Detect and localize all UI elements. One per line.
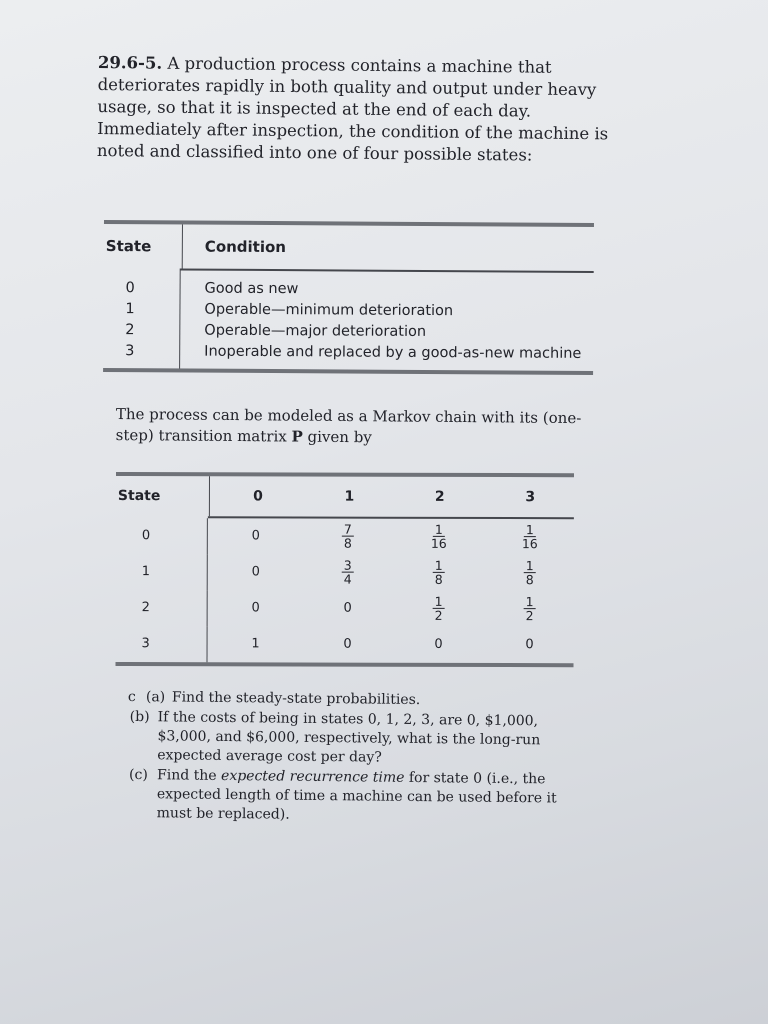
fraction-numerator: 1 <box>525 522 534 538</box>
matrix-row-state: 3 <box>116 625 208 661</box>
matrix-cell: 0 <box>251 564 260 580</box>
matrix-header-state: State <box>116 476 210 516</box>
table-row-state: 2 <box>125 321 135 338</box>
fraction <box>342 559 354 586</box>
matrix-row-state: 1 <box>116 553 208 589</box>
fraction-numerator: 1 <box>434 521 443 537</box>
problem-text: A production process contains a machine that deteriorates rapidly in both quality and output under heavy usage, so that it is inspected at the end of each day. Immediately after inspection, the condition of the machine is noted and classified into one of four possible states: <box>96 53 609 165</box>
matrix-cell <box>392 595 486 622</box>
table-row-state: 1 <box>125 300 135 317</box>
matrix-row-state: 0 <box>116 517 208 553</box>
problem-number: 29.6-5. <box>97 52 163 73</box>
fraction-numerator: 1 <box>434 593 443 609</box>
question-label: (a) <box>145 689 166 706</box>
table-row-condition: Good as new <box>204 280 299 297</box>
fraction-denominator: 4 <box>343 571 352 587</box>
matrix-header-col-2: 2 <box>434 488 445 505</box>
matrix-cell: 0 <box>343 600 352 616</box>
fraction <box>342 523 354 550</box>
matrix-cell: 0 <box>434 636 443 652</box>
fraction <box>433 595 445 622</box>
matrix-cell <box>392 559 486 586</box>
question-c <box>129 766 580 828</box>
matrix-cell <box>486 595 574 622</box>
matrix-header <box>116 476 574 517</box>
table-row <box>116 553 574 590</box>
header-condition: Condition <box>204 237 287 257</box>
state-column <box>103 269 181 367</box>
matrix-symbol: P <box>291 427 303 446</box>
matrix-row-state: 2 <box>116 589 208 625</box>
matrix-header-col-1: 1 <box>344 488 355 505</box>
intro-text-end: given by <box>302 427 372 447</box>
problem-statement <box>97 52 618 167</box>
table-row-condition: Operable—minimum deterioration <box>204 301 454 319</box>
table-row-condition: Operable—major deterioration <box>204 322 427 340</box>
condition-table-body <box>103 269 594 370</box>
question-b <box>129 708 580 770</box>
matrix-cell <box>486 559 574 586</box>
question-text-start: Find the <box>157 767 222 784</box>
matrix-cell: 0 <box>525 637 534 653</box>
question-text <box>157 766 580 827</box>
header-state: State <box>104 224 183 268</box>
matrix-cell: 0 <box>343 636 352 652</box>
table-row <box>116 517 574 554</box>
condition-column <box>180 270 582 370</box>
matrix-cell: 1 <box>251 636 260 652</box>
question-text-end: for state 0 (i.e., the expected length of time a machine can be used before it must be replaced). <box>156 769 557 823</box>
fraction-denominator: 2 <box>434 607 443 623</box>
matrix-header-col-0: 0 <box>253 488 263 505</box>
matrix-cell <box>304 558 392 585</box>
intro-text: The process can be modeled as a Markov chain with its (one-step) transition matrix <box>115 404 582 446</box>
question-emphasis: expected recurrence time <box>221 767 405 786</box>
fraction <box>429 523 449 550</box>
matrix-cell <box>486 523 574 550</box>
fraction-numerator: 7 <box>343 521 352 537</box>
fraction-numerator: 1 <box>525 558 534 574</box>
fraction-denominator: 2 <box>525 608 534 624</box>
question-text: Find the steady-state probabilities. <box>171 689 421 709</box>
fraction-numerator: 1 <box>434 557 443 573</box>
fraction-denominator: 16 <box>430 535 447 551</box>
fraction-numerator: 3 <box>343 557 352 573</box>
matrix-cell: 0 <box>251 600 260 616</box>
matrix-bottom-rule <box>115 661 573 666</box>
fraction <box>433 559 445 586</box>
question-text: If the costs of being in states 0, 1, 2, 3, are 0, $1,000, $3,000, and $6,000, respectively, what is the long-run expected average cost per day? <box>157 709 541 766</box>
condition-table-header <box>104 224 594 271</box>
fraction <box>524 595 536 622</box>
table-row <box>116 625 574 662</box>
table-row-state: 0 <box>125 279 135 296</box>
matrix-cell: 0 <box>251 528 260 544</box>
table-row <box>116 589 574 626</box>
transition-matrix <box>115 472 574 667</box>
questions <box>129 688 580 829</box>
fraction-denominator: 8 <box>525 572 534 588</box>
matrix-body <box>116 517 574 662</box>
table-row-condition: Inoperable and replaced by a good-as-new machine <box>204 343 582 362</box>
question-label: (b) <box>129 708 150 726</box>
matrix-cell <box>392 523 486 550</box>
fraction-numerator: 1 <box>525 594 534 610</box>
table-row-state: 3 <box>125 342 135 359</box>
question-label: (c) <box>129 766 148 784</box>
handwritten-mark: c <box>127 688 136 706</box>
matrix-intro <box>116 404 596 450</box>
matrix-cell <box>304 522 392 549</box>
fraction-denominator: 8 <box>343 535 352 551</box>
fraction <box>520 523 540 550</box>
matrix-header-col-3: 3 <box>525 489 536 506</box>
fraction-denominator: 8 <box>434 571 443 587</box>
fraction-denominator: 16 <box>521 536 538 552</box>
fraction <box>524 559 536 586</box>
condition-table <box>103 220 594 374</box>
